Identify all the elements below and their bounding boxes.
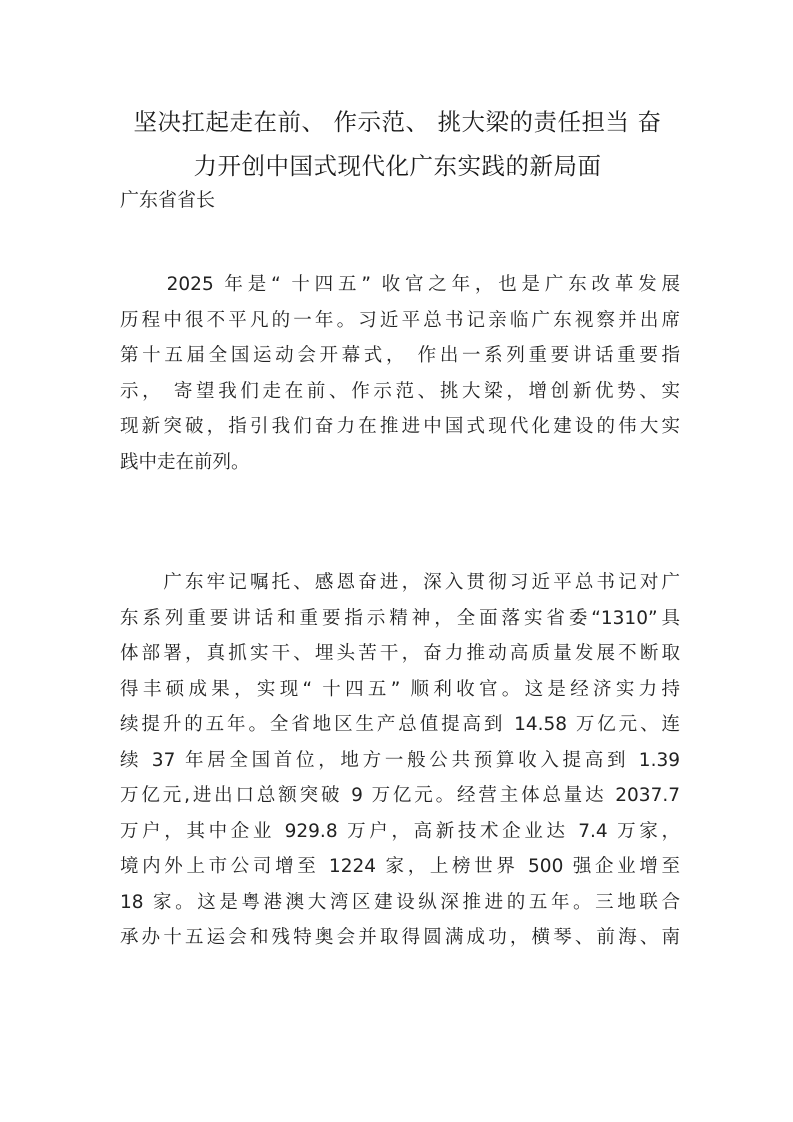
paragraph-1 <box>120 267 680 480</box>
title-line-2: 力开创中国式现代化广东实践的新局面 <box>193 152 602 180</box>
paragraph-line: 得丰硕成果，实现“ 十四五” 顺利收官。这是经济实力持 <box>120 678 680 700</box>
paragraph-line: 承办十五运会和残特奥会并取得圆满成功，横琴、前海、南 <box>120 927 680 948</box>
paragraph-2 <box>120 565 680 956</box>
paragraph-line: 境内外上市公司增至 1224 家，上榜世界 500 强企业增至 <box>120 856 680 877</box>
title-line-1: 坚决扛起走在前、 作示范、 挑大梁的责任担当 奋 <box>133 108 662 136</box>
paragraph-line: 续 37 年居全国首位，地方一般公共预算收入提高到 1.39 <box>120 749 680 771</box>
paragraph-line: 历程中很不平凡的一年。习近平总书记亲临广东视察并出席 <box>120 309 680 331</box>
paragraph-line: 东系列重要讲话和重要指示精神，全面落实省委“1310”具 <box>120 607 680 629</box>
paragraph-line: 2025 年是“ 十四五” 收官之年，也是广东改革发展 <box>120 274 680 295</box>
paragraph-line: 万户，其中企业 929.8 万户，高新技术企业达 7.4 万家， <box>120 820 680 842</box>
paragraph-line: 续提升的五年。全省地区生产总值提高到 14.58 万亿元、连 <box>120 714 680 735</box>
author-line: 广东省省长 <box>120 189 216 211</box>
paragraph-line: 广东牢记嘱托、感恩奋进，深入贯彻习近平总书记对广 <box>120 572 680 593</box>
paragraph-line: 体部署，真抓实干、埋头苦干，奋力推动高质量发展不断取 <box>120 643 680 664</box>
paragraph-line: 万亿元,进出口总额突破 9 万亿元。经营主体总量达 2037.7 <box>120 785 680 806</box>
paragraph-line: 示， 寄望我们走在前、作示范、挑大梁，增创新优势、实 <box>120 380 680 402</box>
paragraph-line: 第十五届全国运动会开幕式， 作出一系列重要讲话重要指 <box>120 345 680 366</box>
paragraph-line: 现新突破，指引我们奋力在推进中国式现代化建设的伟大实 <box>120 416 680 437</box>
paragraph-line: 18 家。这是粤港澳大湾区建设纵深推进的五年。三地联合 <box>120 891 680 913</box>
document-title <box>110 100 685 188</box>
paragraph-line: 践中走在前列。 <box>120 451 250 473</box>
